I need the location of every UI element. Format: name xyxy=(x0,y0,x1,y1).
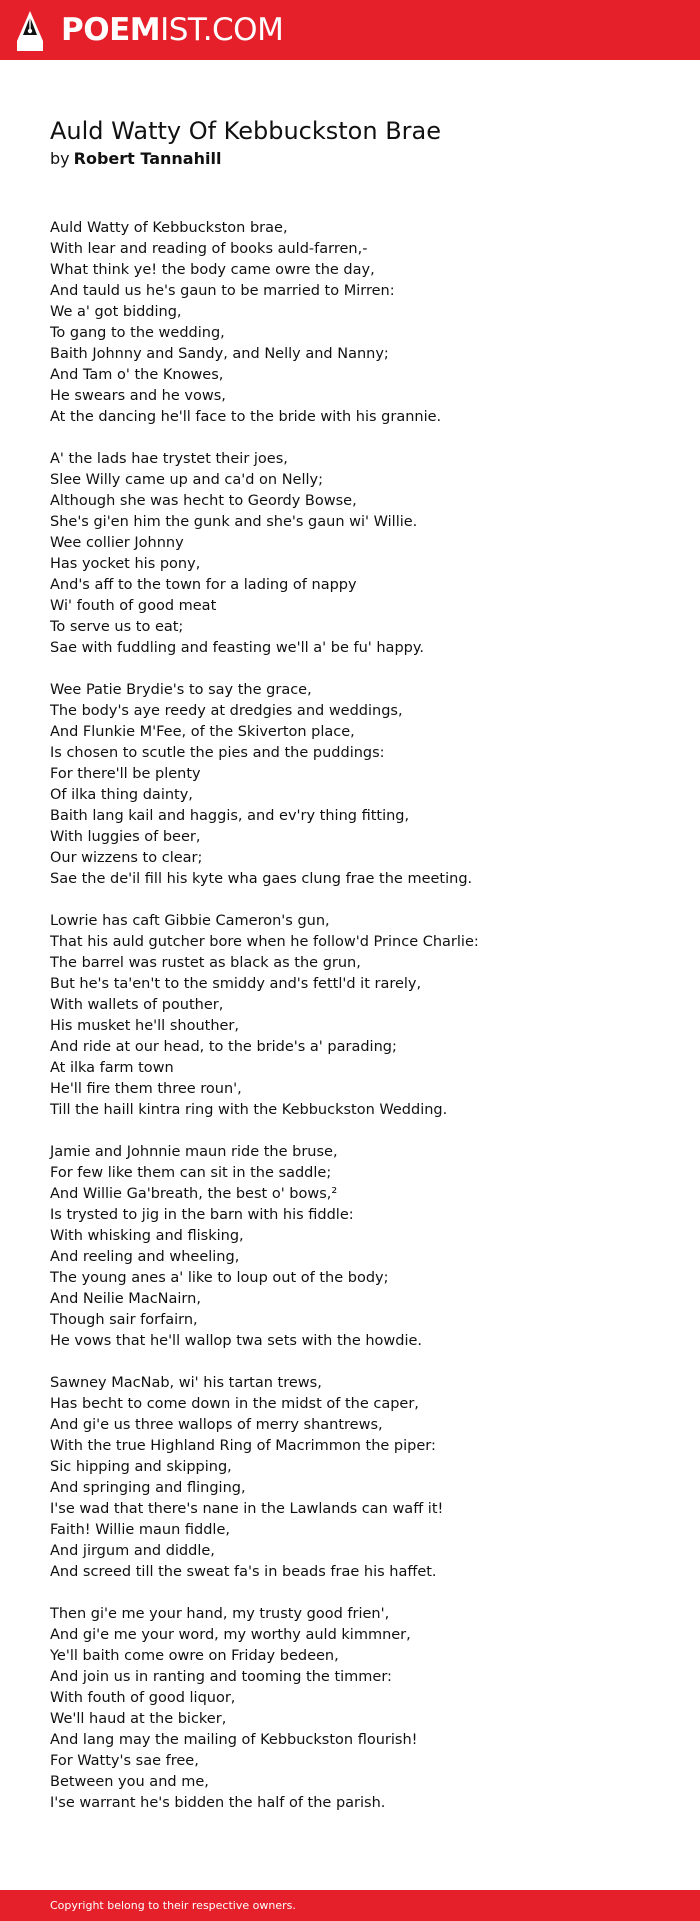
byline xyxy=(50,148,221,170)
poem-line: For Watty's sae free, xyxy=(50,1753,199,1769)
poem-line: Is chosen to scutle the pies and the puddings: xyxy=(50,745,385,761)
poem-line: Though sair forfairn, xyxy=(50,1312,198,1328)
poem-line: Ye'll baith come owre on Friday bedeen, xyxy=(50,1648,339,1664)
copyright-notice: Copyright belong to their respective owners. xyxy=(50,1899,296,1912)
stanza xyxy=(50,449,670,659)
poem-line: At ilka farm town xyxy=(50,1060,174,1076)
poem-line: But he's ta'en't to the smiddy and's fettl'd it rarely, xyxy=(50,976,422,992)
poem-line: Auld Watty of Kebbuckston brae, xyxy=(50,220,288,236)
poem-author: Robert Tannahill xyxy=(73,149,222,168)
poem-line: The barrel was rustet as black as the grun, xyxy=(50,955,361,971)
poem-line: We'll haud at the bicker, xyxy=(50,1711,227,1727)
poem-line: And Tam o' the Knowes, xyxy=(50,367,224,383)
stanza xyxy=(50,1373,670,1583)
poem-line: Jamie and Johnnie maun ride the bruse, xyxy=(50,1144,338,1160)
poem-line: Wi' fouth of good meat xyxy=(50,598,217,614)
site-footer xyxy=(0,1890,700,1921)
stanza xyxy=(50,218,670,428)
stanza xyxy=(50,680,670,890)
poem-line: And lang may the mailing of Kebbuckston flourish! xyxy=(50,1732,418,1748)
poem-line: Although she was hecht to Geordy Bowse, xyxy=(50,493,357,509)
poem-title: Auld Watty Of Kebbuckston Brae xyxy=(50,117,442,145)
poem-line: Has becht to come down in the midst of the caper, xyxy=(50,1396,419,1412)
poem-line: We a' got bidding, xyxy=(50,304,182,320)
site-header xyxy=(0,0,700,60)
poem-line: What think ye! the body came owre the day, xyxy=(50,262,375,278)
poem-line: Sawney MacNab, wi' his tartan trews, xyxy=(50,1375,322,1391)
poem-line: Between you and me, xyxy=(50,1774,209,1790)
poem-line: Sic hipping and skipping, xyxy=(50,1459,232,1475)
poem-line: That his auld gutcher bore when he follow'd Prince Charlie: xyxy=(50,934,479,950)
poem-line: And ride at our head, to the bride's a' parading; xyxy=(50,1039,397,1055)
poem-line: With fouth of good liquor, xyxy=(50,1690,236,1706)
poem-line: The young anes a' like to loup out of the body; xyxy=(50,1270,389,1286)
poem-line: Our wizzens to clear; xyxy=(50,850,203,866)
poem-body xyxy=(50,218,670,1835)
poem-line: And screed till the sweat fa's in beads frae his haffet. xyxy=(50,1564,437,1580)
poem-line: And springing and flinging, xyxy=(50,1480,246,1496)
poem-line: And join us in ranting and tooming the timmer: xyxy=(50,1669,392,1685)
stanza xyxy=(50,911,670,1121)
poem-line: Baith Johnny and Sandy, and Nelly and Nanny; xyxy=(50,346,389,362)
poem-line: With whisking and flisking, xyxy=(50,1228,244,1244)
poem-line: Sae the de'il fill his kyte wha gaes clung frae the meeting. xyxy=(50,871,473,887)
site-logo[interactable] xyxy=(61,12,283,48)
logo-light-text: IST.COM xyxy=(160,12,284,48)
poem-line: To gang to the wedding, xyxy=(50,325,225,341)
poem-line: The body's aye reedy at dredgies and weddings, xyxy=(50,703,403,719)
poem-line: Is trysted to jig in the barn with his fiddle: xyxy=(50,1207,354,1223)
poem-line: Faith! Willie maun fiddle, xyxy=(50,1522,230,1538)
poem-line: A' the lads hae trystet their joes, xyxy=(50,451,288,467)
poem-line: Sae with fuddling and feasting we'll a' be fu' happy. xyxy=(50,640,424,656)
poem-line: For there'll be plenty xyxy=(50,766,201,782)
poem-line: She's gi'en him the gunk and she's gaun wi' Willie. xyxy=(50,514,418,530)
poem-line: His musket he'll shouther, xyxy=(50,1018,239,1034)
poem-line: With luggies of beer, xyxy=(50,829,201,845)
stanza xyxy=(50,1142,670,1352)
poem-line: And gi'e us three wallops of merry shantrews, xyxy=(50,1417,383,1433)
poem-line: He swears and he vows, xyxy=(50,388,226,404)
poem-line: And Willie Ga'breath, the best o' bows,² xyxy=(50,1186,338,1202)
by-label: by xyxy=(50,149,70,168)
poem-line: With wallets of pouther, xyxy=(50,997,224,1013)
poem-line: He'll fire them three roun', xyxy=(50,1081,242,1097)
poem-line: And gi'e me your word, my worthy auld kimmner, xyxy=(50,1627,411,1643)
pen-nib-icon xyxy=(17,11,43,51)
poem-line: Wee Patie Brydie's to say the grace, xyxy=(50,682,312,698)
stanza xyxy=(50,1604,670,1814)
poem-line: To serve us to eat; xyxy=(50,619,184,635)
poem-line: With lear and reading of books auld-farren,- xyxy=(50,241,368,257)
poem-line: And's aff to the town for a lading of nappy xyxy=(50,577,357,593)
poem-line: I'se warrant he's bidden the half of the parish. xyxy=(50,1795,386,1811)
poem-line: At the dancing he'll face to the bride with his grannie. xyxy=(50,409,442,425)
poem-line: And reeling and wheeling, xyxy=(50,1249,240,1265)
poem-line: With the true Highland Ring of Macrimmon the piper: xyxy=(50,1438,436,1454)
poem-line: And Flunkie M'Fee, of the Skiverton place, xyxy=(50,724,355,740)
logo-bold-text: POEM xyxy=(61,12,161,48)
poem-line: Wee collier Johnny xyxy=(50,535,184,551)
poem-line: For few like them can sit in the saddle; xyxy=(50,1165,332,1181)
poem-line: Then gi'e me your hand, my trusty good frien', xyxy=(50,1606,390,1622)
poem-line: And Neilie MacNairn, xyxy=(50,1291,201,1307)
poem-line: Baith lang kail and haggis, and ev'ry thing fitting, xyxy=(50,808,410,824)
poem-line: Of ilka thing dainty, xyxy=(50,787,193,803)
poem-line: Slee Willy came up and ca'd on Nelly; xyxy=(50,472,324,488)
poem-line: I'se wad that there's nane in the Lawlands can waff it! xyxy=(50,1501,444,1517)
poem-line: And jirgum and diddle, xyxy=(50,1543,215,1559)
poem-line: Lowrie has caft Gibbie Cameron's gun, xyxy=(50,913,330,929)
poem-line: And tauld us he's gaun to be married to Mirren: xyxy=(50,283,395,299)
poem-line: Has yocket his pony, xyxy=(50,556,201,572)
poem-line: He vows that he'll wallop twa sets with the howdie. xyxy=(50,1333,423,1349)
poem-line: Till the haill kintra ring with the Kebbuckston Wedding. xyxy=(50,1102,448,1118)
